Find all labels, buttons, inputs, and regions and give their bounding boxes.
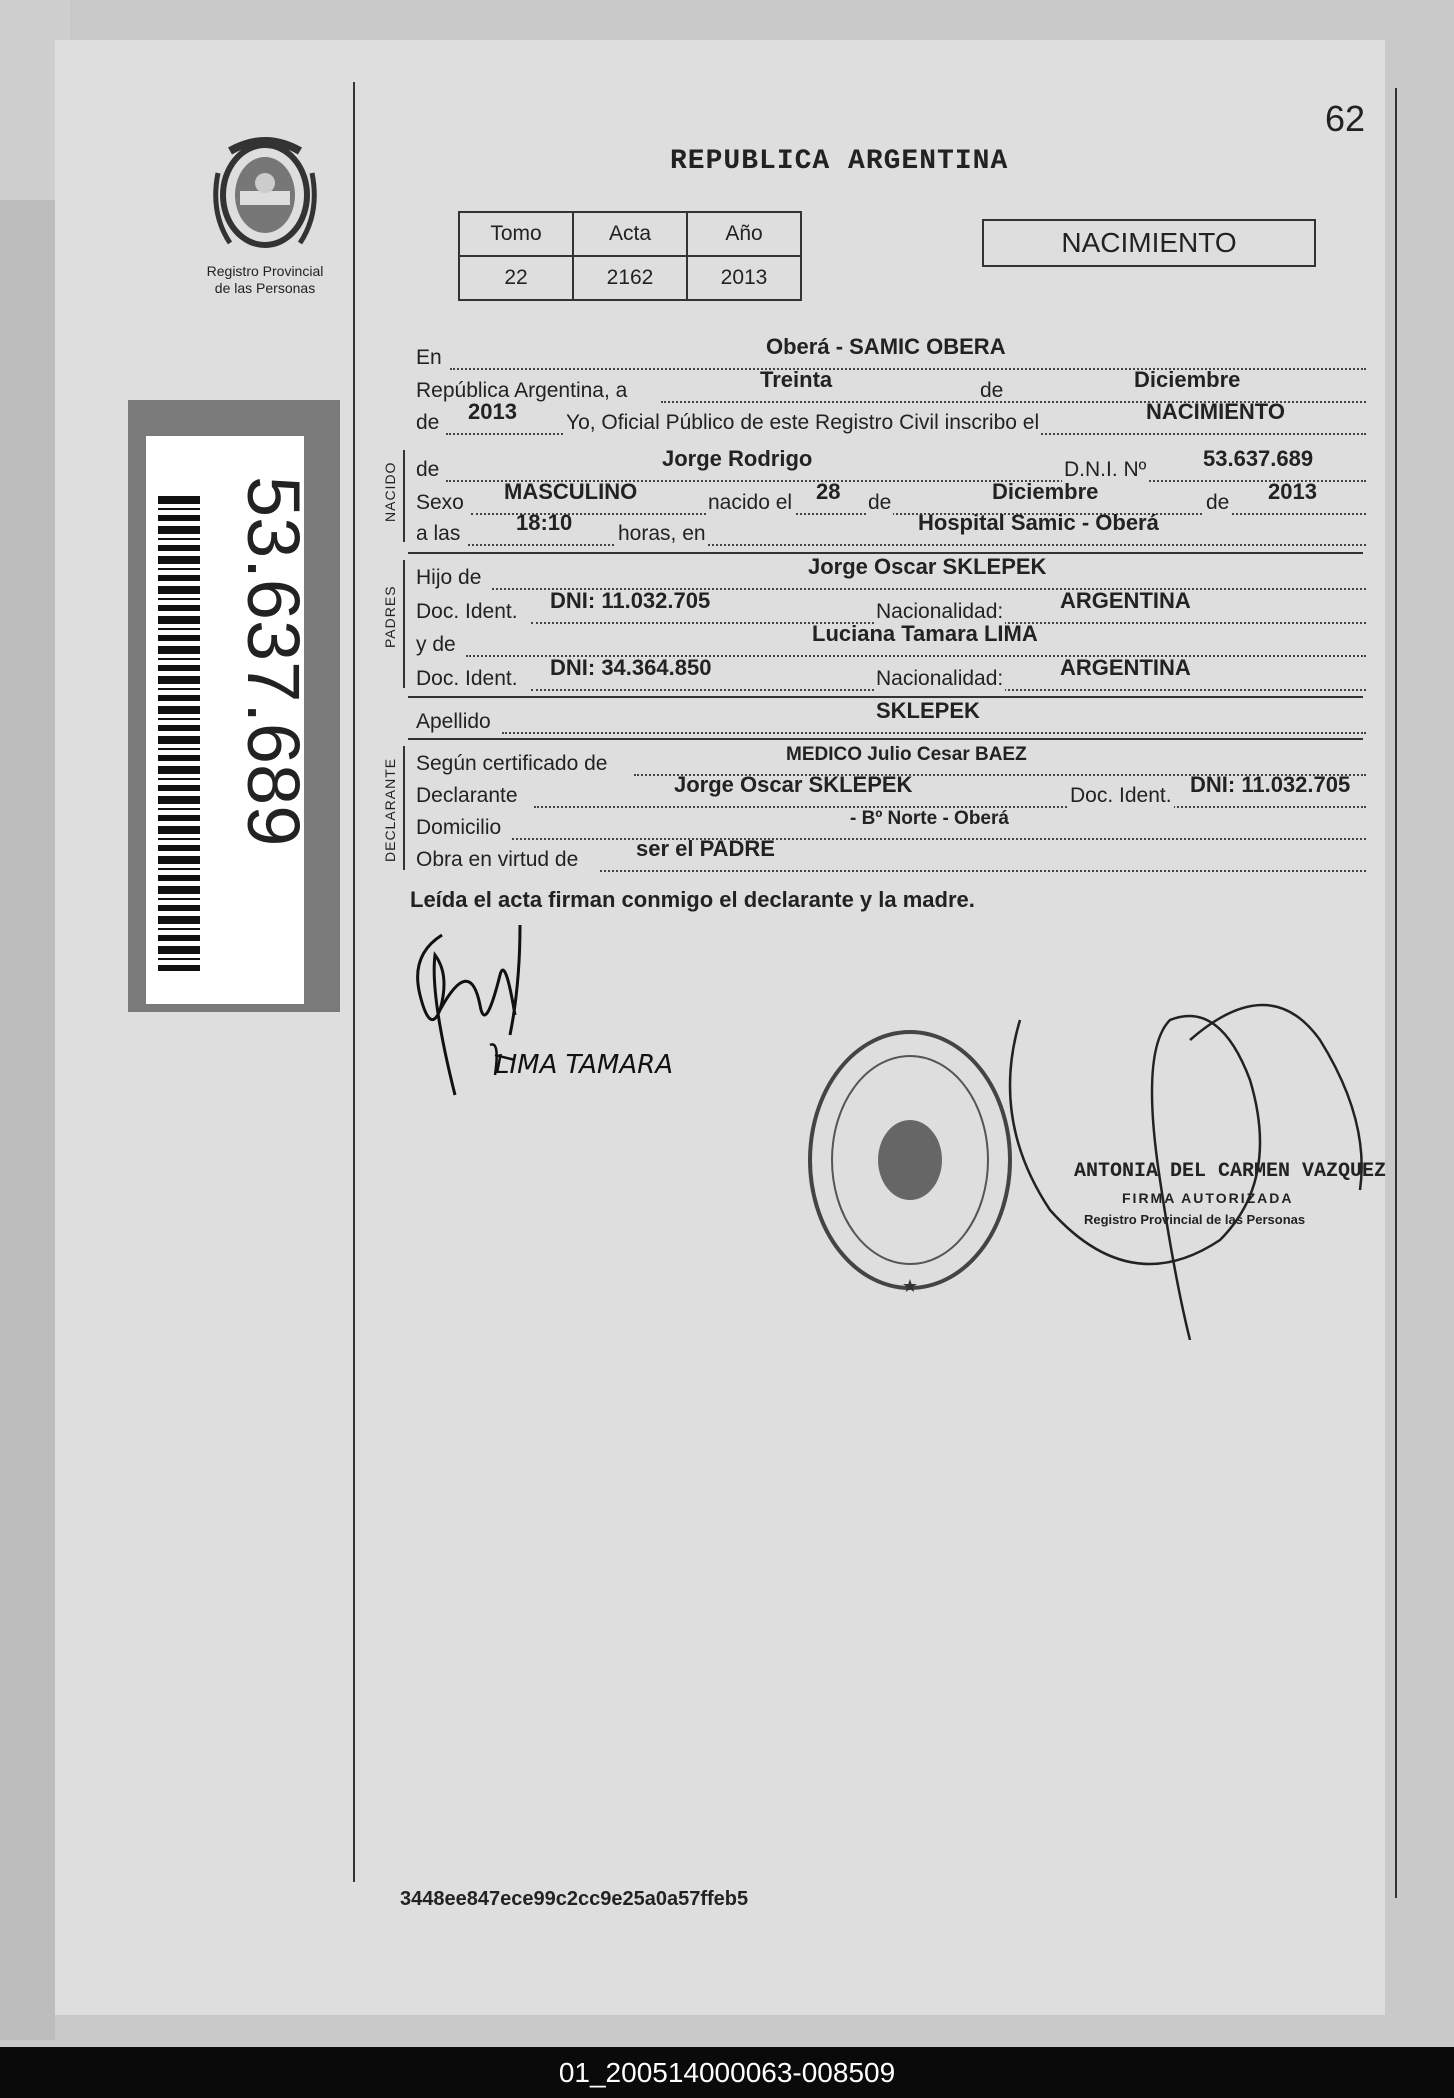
birth-month: Diciembre [992, 479, 1099, 504]
de-label: de [416, 411, 440, 434]
volume-table-values [459, 256, 801, 300]
mother-signature-icon [380, 915, 740, 1115]
dotted-line [502, 732, 1366, 734]
de-label: de [980, 379, 1004, 402]
document-title: REPUBLICA ARGENTINA [670, 146, 1009, 177]
day-value: Treinta [760, 367, 833, 392]
file-id-bar [0, 2047, 1454, 2098]
volume-table-header [459, 212, 801, 256]
declarante-doc: DNI: 11.032.705 [1190, 772, 1351, 797]
de-label: de [868, 491, 892, 514]
barcode-label [146, 436, 315, 1004]
padres-section-label: PADRES [382, 585, 398, 648]
horas-label: horas, en [618, 522, 706, 545]
registry-caption [190, 263, 340, 297]
sexo-value: MASCULINO [504, 479, 638, 504]
acta-header: Acta [573, 212, 687, 256]
domicilio-label: Domicilio [416, 816, 502, 839]
nacionalidad-label: Nacionalidad: [876, 600, 1004, 623]
scan-edge [0, 0, 55, 2040]
official-name: ANTONIA DEL CARMEN VAZQUEZ [1074, 1160, 1387, 1183]
doc-label: Doc. Ident. [416, 667, 518, 690]
left-margin-line [353, 82, 355, 1882]
year-value: 2013 [468, 399, 517, 424]
child-dni: 53.637.689 [1203, 446, 1314, 471]
father-nationality: ARGENTINA [1060, 588, 1191, 613]
birth-day: 28 [816, 479, 841, 504]
province-crest-icon [210, 133, 320, 255]
de-label: de [416, 458, 440, 481]
anio-header: Año [687, 212, 801, 256]
child-name: Jorge Rodrigo [662, 446, 813, 471]
de-label: de [1206, 491, 1230, 514]
mother-doc-line [416, 655, 1366, 695]
republica-label: República Argentina, a [416, 379, 628, 402]
hijo-de-label: Hijo de [416, 566, 482, 589]
official-org: Registro Provincial de las Personas [1084, 1212, 1306, 1227]
official-role: FIRMA AUTORIZADA [1122, 1190, 1294, 1206]
tomo-value: 22 [459, 256, 573, 300]
file-id: 01_200514000063-008509 [558, 2057, 896, 2088]
tomo-header: Tomo [459, 212, 573, 256]
certificate-value: MEDICO Julio Cesar BAEZ [786, 744, 1027, 765]
right-margin-line [1395, 88, 1397, 1898]
act-type-box: NACIMIENTO [982, 219, 1316, 267]
a-las-label: a las [416, 522, 461, 545]
document-hash: 3448ee847ece99c2cc9e25a0a57ffeb5 [400, 1888, 749, 1910]
nacido-el-label: nacido el [708, 491, 793, 514]
barcode-bars-icon [158, 496, 200, 976]
svg-text:★: ★ [901, 1276, 919, 1297]
nacido-section-label: NACIDO [382, 461, 398, 522]
birth-year: 2013 [1268, 479, 1317, 504]
section-divider [408, 738, 1363, 740]
mother-name: Luciana Tamara LIMA [812, 621, 1038, 646]
mother-doc: DNI: 34.364.850 [550, 655, 712, 680]
apellido-label: Apellido [416, 710, 491, 733]
nacido-bracket [403, 450, 405, 542]
declarante-value: Jorge Oscar SKLEPEK [674, 772, 913, 797]
padres-bracket [403, 560, 405, 688]
doc-label: Doc. Ident. [416, 600, 518, 623]
nacionalidad-label: Nacionalidad: [876, 667, 1004, 690]
inscribe-value: NACIMIENTO [1146, 399, 1285, 424]
closing-statement: Leída el acta firman conmigo el declarante y la madre. [410, 887, 975, 912]
place-value: Oberá - SAMIC OBERA [766, 334, 1006, 359]
inscribe-line [416, 399, 1366, 439]
declarante-label: Declarante [416, 784, 518, 807]
month-value: Diciembre [1134, 367, 1241, 392]
barcode-sticker [128, 400, 340, 1012]
dni-label: D.N.I. Nº [1064, 458, 1147, 481]
birth-time: 18:10 [516, 510, 573, 535]
en-label: En [416, 346, 442, 369]
domicilio-line [416, 810, 1366, 844]
dotted-line [600, 870, 1366, 872]
official-text: Yo, Oficial Público de este Registro Civil inscribo el [566, 411, 1040, 434]
registry-subtitle: de las Personas [214, 280, 316, 296]
declarante-section-label: DECLARANTE [382, 757, 398, 862]
segun-label: Según certificado de [416, 752, 608, 775]
birth-place: Hospital Samic - Oberá [918, 510, 1159, 535]
apellido-value: SKLEPEK [876, 698, 980, 723]
volume-table [458, 211, 802, 301]
apellido-line [416, 698, 1366, 738]
barcode-number: 53.637.689 [232, 476, 315, 847]
registry-stamp-icon [800, 1020, 1020, 1300]
obra-value: ser el PADRE [636, 836, 775, 861]
obra-label: Obra en virtud de [416, 848, 579, 871]
y-de-label: y de [416, 633, 456, 656]
doc-label: Doc. Ident. [1070, 784, 1172, 807]
page-number: 62 [1325, 98, 1366, 139]
declarante-line [416, 772, 1366, 812]
time-place-line [416, 510, 1366, 550]
obra-line [416, 836, 1366, 876]
father-doc: DNI: 11.032.705 [550, 588, 711, 613]
mother-nationality: ARGENTINA [1060, 655, 1191, 680]
anio-value: 2013 [687, 256, 801, 300]
declarante-bracket [403, 746, 405, 870]
father-name: Jorge Oscar SKLEPEK [808, 554, 1047, 579]
dotted-line [468, 544, 1366, 546]
domicilio-value: - Bº Norte - Oberá [850, 808, 1009, 829]
sexo-label: Sexo [416, 491, 464, 514]
mother-signature-text: LIMA TAMARA [495, 1050, 673, 1080]
acta-value: 2162 [573, 256, 687, 300]
registry-name: Registro Provincial [206, 263, 324, 279]
